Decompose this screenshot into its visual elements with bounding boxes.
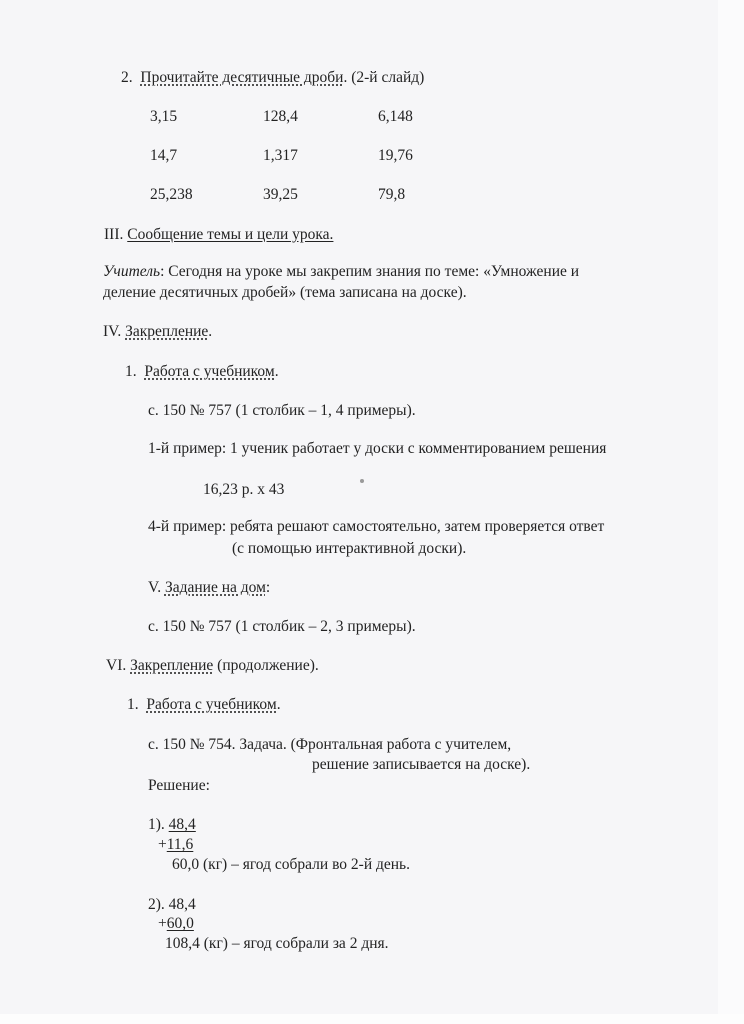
- step-2-line-b: [158, 915, 194, 933]
- section-4-task: с. 150 № 757 (1 столбик – 1, 4 примеры).: [148, 402, 416, 419]
- example-1-text: 1-й пример: 1 ученик работает у доски с комментированием решения: [148, 440, 607, 457]
- step-1-line-a: [148, 816, 196, 834]
- paper-bottom-edge: [0, 1014, 744, 1024]
- step-2-addend-a: 48,4: [168, 896, 196, 913]
- step-2-result: 108,4 (кг) – ягод собрали за 2 дня.: [165, 935, 389, 952]
- section-2-heading: [121, 69, 424, 87]
- paper-speck: [360, 479, 364, 483]
- section-4-item-1: [125, 363, 279, 381]
- step-1-result: 60,0 (кг) – ягод собрали во 2-й день.: [172, 856, 410, 873]
- section-6-item-title: Работа с учебником: [146, 696, 277, 713]
- section-4-heading: [103, 323, 212, 341]
- section-5-heading: [148, 579, 270, 597]
- step-1-addend-b: 11,6: [166, 836, 194, 853]
- section-6-item-suffix: .: [276, 696, 281, 713]
- section-2-number: 2.: [121, 69, 133, 86]
- decimal-r3-c3: 79,8: [378, 186, 406, 203]
- section-4-number: IV.: [103, 323, 126, 340]
- teacher-label: Учитель: [103, 263, 161, 280]
- teacher-line-1: [103, 263, 579, 281]
- section-6-item-1: [127, 696, 281, 714]
- decimal-r1-c3: 6,148: [378, 108, 413, 125]
- decimal-r1-c1: 3,15: [150, 108, 178, 125]
- section-3-number: III.: [104, 226, 128, 243]
- decimal-r3-c2: 39,25: [263, 186, 298, 203]
- section-2-suffix: . (2-й слайд): [343, 69, 425, 86]
- section-6-number: VI.: [106, 657, 131, 674]
- section-4-item-number: 1.: [125, 363, 137, 380]
- decimal-r2-c2: 1,317: [263, 147, 298, 164]
- decimal-r1-c2: 128,4: [263, 108, 298, 125]
- step-2-addend-b: 60,0: [166, 915, 194, 932]
- teacher-line-2: деление десятичных дробей» (тема записана на доске).: [103, 284, 467, 301]
- section-5-task: с. 150 № 757 (1 столбик – 2, 3 примеры).: [148, 618, 416, 635]
- paper-edge: [718, 0, 744, 1024]
- section-6-title: Закрепление: [130, 657, 214, 674]
- step-1-addend-a: 48,4: [168, 816, 196, 833]
- section-6-task-line-1: с. 150 № 754. Задача. (Фронтальная работа с учителем,: [148, 736, 512, 753]
- section-5-suffix: :: [265, 579, 271, 596]
- section-6-heading: [106, 657, 319, 675]
- section-4-item-suffix: .: [274, 363, 279, 380]
- example-4-line-1: 4-й пример: ребята решают самостоятельно, затем проверяется ответ: [148, 518, 605, 535]
- decimal-r2-c1: 14,7: [150, 147, 178, 164]
- decimal-r2-c3: 19,76: [378, 147, 413, 164]
- section-5-number: V.: [148, 579, 165, 596]
- step-1-plus: +: [158, 836, 167, 853]
- section-4-suffix: .: [208, 323, 213, 340]
- section-2-title: Прочитайте десятичные дроби: [140, 69, 344, 86]
- section-6-item-number: 1.: [127, 696, 139, 713]
- section-4-title: Закрепление: [125, 323, 209, 340]
- section-6-task-line-2: решение записывается на доске).: [312, 756, 531, 773]
- section-5-title: Задание на дом: [164, 579, 266, 596]
- section-3-heading: [104, 226, 333, 244]
- step-2-line-a: [148, 896, 196, 914]
- decimal-r3-c1: 25,238: [150, 186, 193, 203]
- solution-label: Решение:: [148, 777, 210, 794]
- step-2-number: 2).: [148, 896, 169, 913]
- step-2-plus: +: [158, 915, 167, 932]
- step-1-line-b: [158, 836, 193, 854]
- step-1-number: 1).: [148, 816, 169, 833]
- section-6-suffix: (продолжение).: [213, 657, 319, 674]
- section-4-item-title: Работа с учебником: [144, 363, 275, 380]
- example-4-line-2: (с помощью интерактивной доски).: [232, 540, 467, 557]
- section-3-title: Сообщение темы и цели урока.: [127, 226, 334, 243]
- example-1-expression: 16,23 р. x 43: [203, 481, 285, 498]
- teacher-text-1: : Сегодня на уроке мы закрепим знания по теме: «Умножение и: [160, 263, 580, 280]
